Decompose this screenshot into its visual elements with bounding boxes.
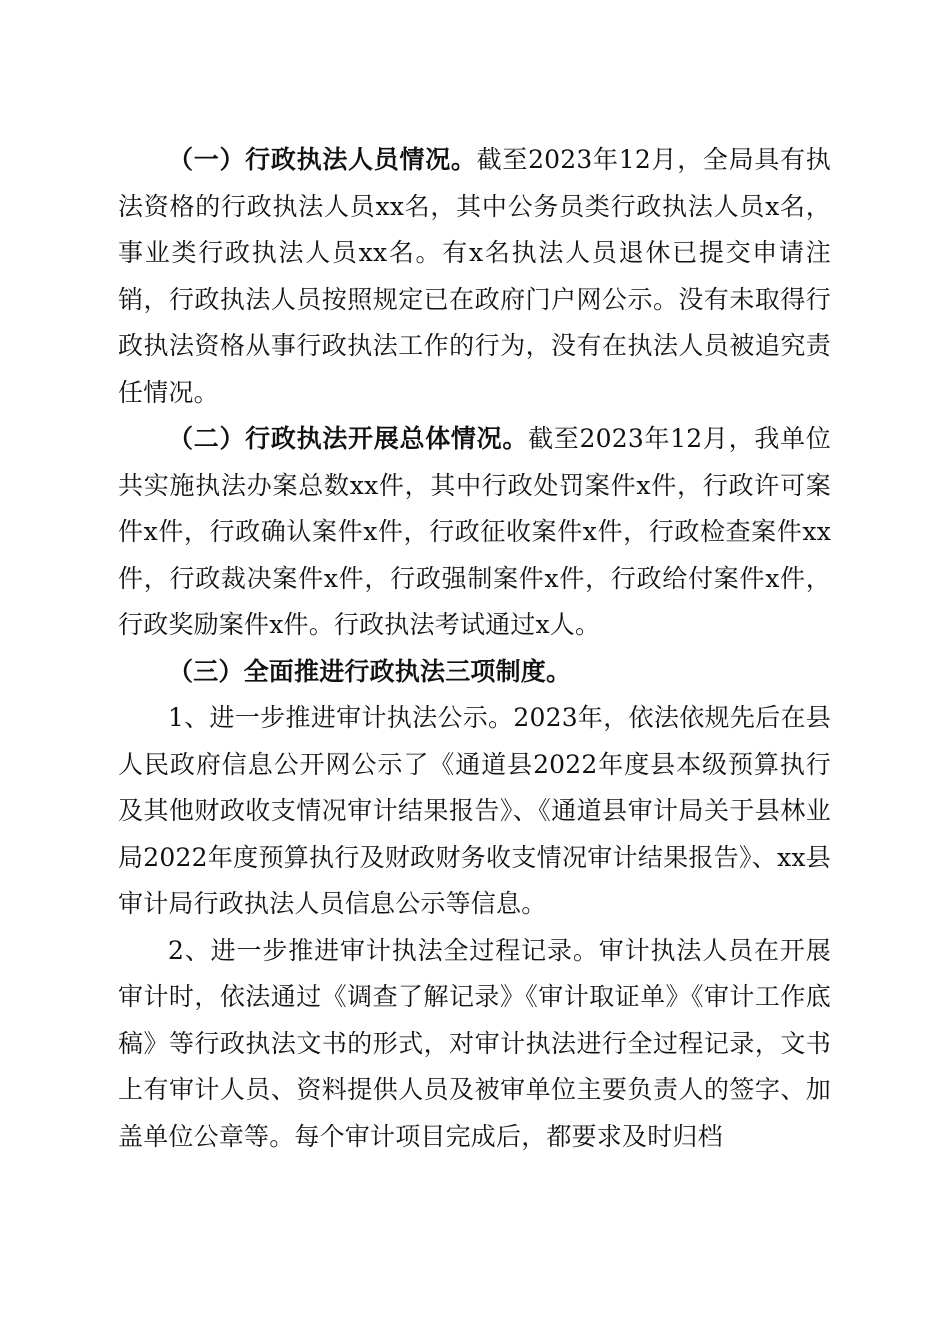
document-body bbox=[118, 137, 831, 1160]
paragraph-audit-recording-text: 2、进一步推进审计执法全过程记录。审计执法人员在开展审计时，依法通过《调查了解记录》《审计取证单》《审计工作底稿》等行政执法文书的形式，对审计执法进行全过程记录，文书上有审计人员、资料提供人员及被审单位主要负责人的签字、加盖单位公章等。每个审计项目完成后，都要求及时归档 bbox=[118, 935, 831, 1151]
paragraph-audit-disclosure bbox=[118, 695, 831, 928]
paragraph-personnel bbox=[118, 137, 831, 416]
heading-personnel: （一）行政执法人员情况。 bbox=[168, 145, 477, 174]
paragraph-enforcement-overview-text: 截至2023年12月，我单位共实施执法办案总数xx件，其中行政处罚案件x件，行政许可案件x件，行政确认案件x件，行政征收案件x件，行政检查案件xx件，行政裁决案件x件，行政强制案件x件，行政给付案件x件，行政奖励案件x件。行政执法考试通过x人。 bbox=[118, 424, 831, 639]
heading-enforcement-overview: （二）行政执法开展总体情况。 bbox=[168, 424, 529, 453]
paragraph-audit-recording bbox=[118, 928, 831, 1161]
paragraph-enforcement-overview bbox=[118, 416, 831, 649]
heading-three-systems: （三）全面推进行政执法三项制度。 bbox=[168, 656, 572, 686]
paragraph-audit-disclosure-text: 1、进一步推进审计执法公示。2023年，依法依规先后在县人民政府信息公开网公示了《通道县2022年度县本级预算执行及其他财政收支情况审计结果报告》、《通道县审计局关于县林业局2022年度预算执行及财政财务收支情况审计结果报告》、xx县审计局行政执法人员信息公示等信息。 bbox=[118, 703, 831, 918]
paragraph-three-systems bbox=[118, 649, 831, 696]
paragraph-personnel-text: 截至2023年12月，全局具有执法资格的行政执法人员xx名，其中公务员类行政执法人员x名，事业类行政执法人员xx名。有x名执法人员退休已提交申请注销，行政执法人员按照规定已在政府门户网公示。没有未取得行政执法资格从事行政执法工作的行为，没有在执法人员被追究责任情况。 bbox=[118, 145, 831, 407]
